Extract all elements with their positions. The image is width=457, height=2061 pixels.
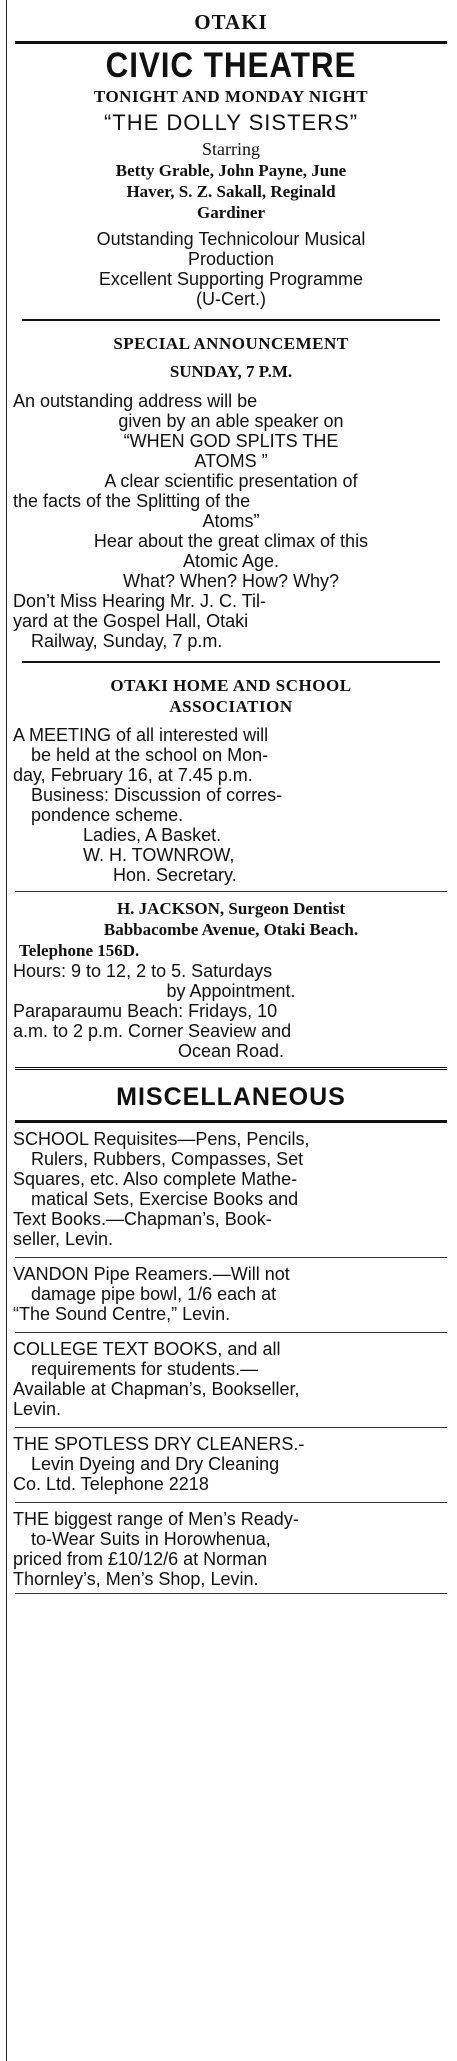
body-line: “WHEN GOD SPLITS THE (123, 431, 339, 451)
classified-ad (13, 1264, 449, 1324)
body-line: given by an able speaker on (118, 411, 344, 431)
cast-list (13, 160, 449, 223)
heading-line: Telephone 156D. (19, 941, 140, 960)
film-title: “THE DOLLY SISTERS” (103, 110, 359, 135)
town-heading: OTAKI (194, 10, 268, 34)
classified-ad (13, 1129, 449, 1249)
body-line: the facts of the Splitting of the (13, 491, 251, 511)
ad-line: THE biggest range of Men’s Ready- (13, 1509, 299, 1529)
body-line: Hear about the great climax of this (93, 531, 369, 551)
ad-line: matical Sets, Exercise Books and (31, 1189, 299, 1209)
ad-line: Levin. (13, 1399, 62, 1419)
ad-line: seller, Levin. (13, 1229, 114, 1249)
body-line: Atomic Age. (182, 551, 280, 571)
meeting-notice (13, 725, 449, 885)
body-line: A clear scientific presentation of (104, 471, 358, 491)
dentist-heading (13, 898, 449, 961)
home-school-ad (13, 675, 449, 885)
hours-line: by Appointment. (166, 981, 296, 1001)
ad-line: Levin Dyeing and Dry Cleaning (31, 1454, 280, 1474)
theatre-schedule: TONIGHT AND MONDAY NIGHT (93, 87, 369, 106)
announcement-body (13, 391, 449, 651)
theatre-description (13, 229, 449, 309)
association-title (13, 675, 449, 717)
notice-line: Hon. Secretary. (113, 865, 237, 885)
ad-line: SCHOOL Requisites—Pens, Pencils, (13, 1129, 310, 1149)
title-line: OTAKI HOME AND SCHOOL (110, 676, 352, 695)
ad-line: priced from £10/12/6 at Norman (13, 1549, 268, 1569)
ad-line: “The Sound Centre,” Levin. (13, 1304, 231, 1324)
hours-line: a.m. to 2 p.m. Corner Seaview and (13, 1021, 292, 1041)
classified-ad (13, 1434, 449, 1494)
classified-ad (13, 1339, 449, 1419)
heading-line: Babbacombe Avenue, Otaki Beach. (103, 920, 359, 939)
notice-line: Business: Discussion of corres- (31, 785, 283, 805)
newspaper-column (6, 0, 455, 2061)
hours-line: Ocean Road. (177, 1041, 285, 1061)
notice-line: day, February 16, at 7.45 p.m. (13, 765, 253, 785)
ad-line: requirements for students.— (31, 1359, 259, 1379)
divider (15, 41, 447, 44)
dentist-hours (13, 961, 449, 1061)
section-title: MISCELLANEOUS (116, 1083, 346, 1111)
ad-line: Thornley’s, Men’s Shop, Levin. (13, 1569, 259, 1589)
hours-line: Paraparaumu Beach: Fridays, 10 (13, 1001, 278, 1021)
title-line: ASSOCIATION (169, 697, 293, 716)
notice-line: W. H. TOWNROW, (83, 845, 235, 865)
theatre-ad (13, 46, 449, 309)
desc-line: Production (187, 249, 275, 269)
notice-line: be held at the school on Mon- (31, 745, 269, 765)
theatre-name: CIVIC THEATRE (105, 46, 357, 85)
ad-line: Squares, etc. Also complete Mathe- (13, 1169, 298, 1189)
body-line: yard at the Gospel Hall, Otaki (13, 611, 249, 631)
body-line: An outstanding address will be (13, 391, 258, 411)
body-line: What? When? How? Why? (122, 571, 340, 591)
starring-label: Starring (202, 139, 260, 159)
ad-line: Text Books.—Chapman’s, Book- (13, 1209, 272, 1229)
ad-line: Available at Chapman’s, Bookseller, (13, 1379, 300, 1399)
ad-line: Co. Ltd. Telephone 2218 (13, 1474, 209, 1494)
ad-line: Rulers, Rubbers, Compasses, Set (31, 1149, 304, 1169)
body-line: Don’t Miss Hearing Mr. J. C. Til- (13, 591, 267, 611)
ad-line: COLLEGE TEXT BOOKS, and all (13, 1339, 281, 1359)
desc-line: Outstanding Technicolour Musical (96, 229, 366, 249)
ad-line: damage pipe bowl, 1/6 each at (31, 1284, 277, 1304)
announcement-time: SUNDAY, 7 P.M. (169, 362, 293, 381)
dentist-ad (13, 898, 449, 1061)
announcement-title: SPECIAL ANNOUNCEMENT (113, 334, 349, 353)
heading-line: H. JACKSON, Surgeon Dentist (116, 899, 346, 918)
desc-line: Excellent Supporting Programme (98, 269, 364, 289)
cast-line: Haver, S. Z. Sakall, Reginald (126, 182, 336, 201)
ad-line: THE SPOTLESS DRY CLEANERS.- (13, 1434, 305, 1454)
cast-line: Betty Grable, John Payne, June (115, 161, 347, 180)
notice-line: pondence scheme. (31, 805, 184, 825)
cast-line: Gardiner (197, 203, 265, 222)
body-line: ATOMS ” (194, 451, 268, 471)
divider (15, 1593, 447, 1594)
classified-ad (13, 1509, 449, 1589)
body-line: Railway, Sunday, 7 p.m. (31, 631, 223, 651)
classified-section (13, 1082, 449, 1594)
ad-line: to-Wear Suits in Horowhenua, (31, 1529, 271, 1549)
desc-line: (U-Cert.) (196, 289, 266, 309)
body-line: Atoms” (202, 511, 260, 531)
notice-line: Ladies, A Basket. (83, 825, 222, 845)
ad-line: VANDON Pipe Reamers.—Will not (13, 1264, 290, 1284)
special-announcement-ad (13, 333, 449, 651)
hours-line: Hours: 9 to 12, 2 to 5. Saturdays (13, 961, 273, 981)
notice-line: A MEETING of all interested will (13, 725, 269, 745)
